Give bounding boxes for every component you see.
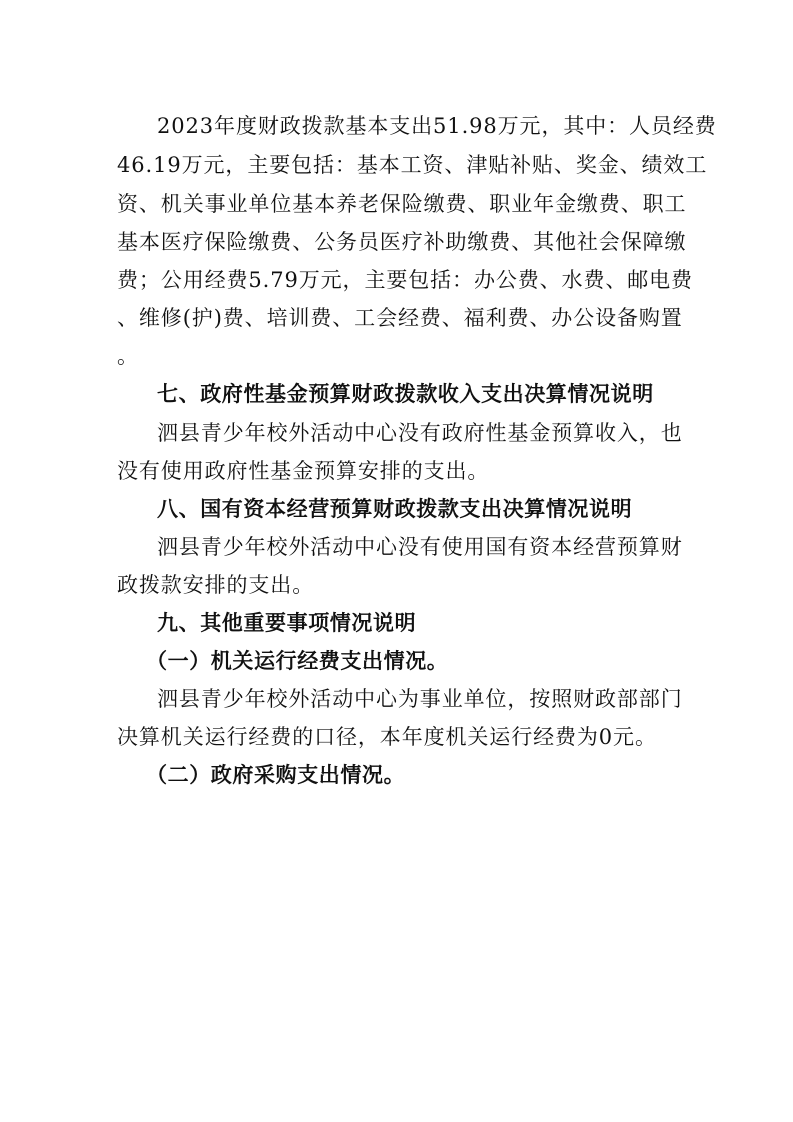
paragraph-government-fund-line-2: 没有使用政府性基金预算安排的支出。 bbox=[117, 459, 490, 483]
section-heading-eight: 八、国有资本经营预算财政拨款支出决算情况说明 bbox=[157, 497, 633, 521]
subsection-heading-operating-expense: （一）机关运行经费支出情况。 bbox=[146, 649, 449, 673]
paragraph-government-fund-line-1: 泗县青少年校外活动中心没有政府性基金预算收入，也 bbox=[157, 421, 683, 445]
paragraph-basic-expenditure-line-4: 基本医疗保险缴费、公务员医疗补助缴费、其他社会保障缴 bbox=[117, 230, 687, 254]
subsection-heading-procurement: （二）政府采购支出情况。 bbox=[146, 763, 406, 787]
paragraph-basic-expenditure-line-7: 。 bbox=[117, 344, 139, 368]
paragraph-state-capital-line-2: 政拨款安排的支出。 bbox=[117, 573, 315, 597]
paragraph-basic-expenditure-line-6: 、维修(护)费、培训费、工会经费、福利费、办公设备购置 bbox=[117, 306, 683, 330]
paragraph-basic-expenditure-line-2: 46.19万元，主要包括：基本工资、津贴补贴、奖金、绩效工 bbox=[117, 153, 708, 177]
paragraph-basic-expenditure-line-1: 2023年度财政拨款基本支出51.98万元，其中：人员经费 bbox=[157, 114, 717, 138]
section-heading-seven: 七、政府性基金预算财政拨款收入支出决算情况说明 bbox=[157, 382, 654, 406]
paragraph-operating-expense-line-1: 泗县青少年校外活动中心为事业单位，按照财政部部门 bbox=[157, 687, 683, 711]
paragraph-state-capital-line-1: 泗县青少年校外活动中心没有使用国有资本经营预算财 bbox=[157, 535, 683, 559]
paragraph-basic-expenditure-line-5: 费；公用经费5.79万元，主要包括：办公费、水费、邮电费 bbox=[117, 268, 693, 292]
section-heading-nine: 九、其他重要事项情况说明 bbox=[157, 611, 417, 635]
paragraph-operating-expense-line-2: 决算机关运行经费的口径，本年度机关运行经费为0元。 bbox=[117, 725, 657, 749]
paragraph-basic-expenditure-line-3: 资、机关事业单位基本养老保险缴费、职业年金缴费、职工 bbox=[117, 192, 687, 216]
